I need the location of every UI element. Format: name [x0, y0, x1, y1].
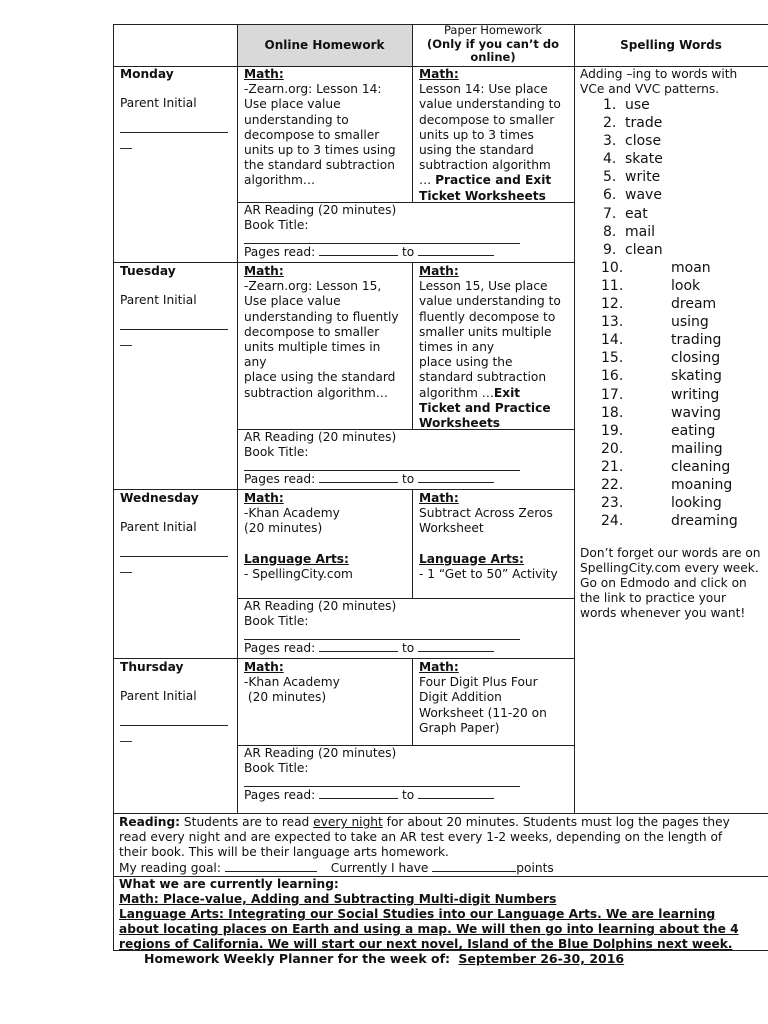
pages-to-blank[interactable]	[418, 787, 494, 799]
table-divider	[412, 658, 413, 745]
monday-online-homework	[244, 67, 410, 189]
spelling-word-item	[601, 150, 738, 168]
spelling-word: moaning	[671, 476, 733, 493]
ar-reading-label: AR Reading (20 minutes)	[244, 746, 397, 760]
homework-line: -Khan Academy	[244, 506, 340, 521]
current-points-label: Currently I have	[330, 861, 433, 876]
spelling-word: skate	[625, 151, 663, 168]
pages-from-blank[interactable]	[319, 471, 398, 483]
worksheet-text: Ticket Worksheets	[419, 188, 546, 203]
book-title-label: Book Title:	[244, 218, 309, 232]
spelling-word-item	[601, 277, 738, 295]
spelling-note-line: the link to practice your	[580, 591, 726, 605]
signature-dash: __	[120, 135, 132, 149]
homework-line: place using the standard	[244, 370, 396, 385]
spelling-intro-line: Adding –ing to words with	[580, 67, 738, 81]
table-divider	[237, 24, 238, 813]
table-divider	[412, 262, 413, 429]
homework-line: Use place value	[244, 294, 341, 309]
ar-reading-label: AR Reading (20 minutes)	[244, 203, 397, 217]
spelling-word: use	[625, 97, 650, 113]
points-label: points	[516, 861, 554, 876]
spelling-word-number: 21.	[601, 458, 624, 475]
spelling-word-number: 14.	[601, 332, 624, 349]
spelling-word-list	[601, 96, 738, 530]
spelling-word-number: 1.	[603, 97, 617, 113]
reading-text: for about 20 minutes. Students must log the pages they	[382, 815, 730, 829]
reading-emphasis: every night	[313, 815, 383, 829]
spelling-word: trade	[625, 115, 663, 132]
homework-line: decompose to smaller	[244, 324, 380, 339]
homework-line: Digit Addition	[419, 690, 502, 705]
spelling-word: writing	[671, 386, 720, 403]
pages-read-label: Pages read:	[244, 245, 316, 259]
pages-read-label: Pages read:	[244, 641, 316, 655]
spelling-word-number: 8.	[603, 223, 617, 240]
homework-line: - SpellingCity.com	[244, 566, 353, 581]
pages-to-blank[interactable]	[418, 640, 494, 652]
pages-read-row	[244, 471, 570, 487]
homework-line: Worksheet (11-20 on	[419, 705, 547, 720]
spelling-word: dreaming	[671, 513, 738, 530]
parent-initial-label: Parent Initial	[120, 293, 197, 307]
spelling-word-item	[601, 241, 738, 259]
planner-label: Homework Weekly Planner for the week of:	[144, 951, 451, 966]
monday-paper-homework	[419, 67, 574, 204]
pages-from-blank[interactable]	[319, 640, 398, 652]
homework-line: algorithm…	[244, 173, 316, 188]
planner-week: September 26-30, 2016	[458, 951, 625, 966]
homework-line: units up to 3 times using	[244, 143, 396, 158]
reading-goal-blank[interactable]	[225, 860, 317, 872]
spelling-word-item	[601, 168, 738, 186]
spelling-word: waving	[671, 404, 721, 421]
signature-dash: __	[120, 728, 132, 742]
to-label: to	[402, 472, 415, 486]
learning-math: Math: Place-value, Adding and Subtracting Multi-digit Numbers	[119, 892, 557, 907]
spelling-word: wave	[625, 187, 662, 204]
math-label: Math:	[244, 67, 284, 81]
spelling-word-number: 10.	[601, 259, 624, 276]
spelling-note	[580, 546, 761, 621]
spelling-word-number: 17.	[601, 386, 624, 403]
homework-line: understanding to	[244, 112, 349, 127]
spelling-note-line: SpellingCity.com every week.	[580, 561, 759, 575]
ellipsis: …	[419, 173, 436, 188]
wednesday-paper-homework	[419, 491, 574, 582]
homework-line: place using the	[419, 355, 513, 370]
signature-dash: __	[120, 559, 132, 573]
online-homework-header: Online Homework	[264, 38, 385, 52]
spelling-word-item	[601, 313, 738, 331]
spelling-word: look	[671, 277, 701, 294]
table-divider	[113, 262, 574, 263]
pages-read-row	[244, 640, 570, 656]
spelling-word-item	[601, 186, 738, 204]
math-label: Math:	[244, 491, 284, 505]
to-label: to	[402, 788, 415, 802]
day-cell-wednesday	[120, 491, 228, 575]
thursday-ar-reading	[244, 746, 570, 803]
paper-header-line: (Only if you can’t do	[427, 36, 559, 51]
spelling-word-number: 12.	[601, 296, 624, 313]
reading-section	[119, 815, 765, 876]
parent-initial-label: Parent Initial	[120, 689, 197, 703]
spelling-word-number: 3.	[603, 133, 617, 150]
parent-initial-line[interactable]	[120, 704, 228, 726]
homework-line: (20 minutes)	[244, 521, 323, 536]
day-cell-thursday	[120, 660, 228, 744]
spelling-word-number: 13.	[601, 314, 624, 331]
homework-line: value understanding to	[419, 294, 561, 309]
spelling-note-line: words whenever you want!	[580, 606, 746, 620]
homework-line: Graph Paper)	[419, 720, 500, 735]
paper-header-line: online)	[470, 50, 516, 64]
homework-line: understanding to fluently	[244, 309, 399, 324]
spelling-word-number: 22.	[601, 476, 624, 493]
ar-reading-label: AR Reading (20 minutes)	[244, 430, 397, 444]
math-label: Math:	[419, 264, 459, 278]
homework-line: the standard subtraction	[244, 158, 395, 173]
homework-line: standard subtraction	[419, 370, 547, 385]
spelling-word: clean	[625, 241, 663, 258]
worksheet-text: Exit	[493, 385, 521, 400]
paper-header-line: Paper Homework	[443, 23, 542, 37]
spelling-word-number: 2.	[603, 115, 617, 132]
spelling-word-number: 15.	[601, 350, 624, 367]
pages-read-label: Pages read:	[244, 472, 316, 486]
learning-language-arts: Language Arts: Integrating our Social Studies into our Language Arts. We are learning	[119, 907, 716, 922]
table-divider	[412, 489, 413, 598]
parent-initial-line[interactable]	[120, 111, 228, 133]
spelling-word-item	[601, 223, 738, 241]
spelling-word-item	[601, 205, 738, 223]
homework-line: Lesson 14: Use place	[419, 82, 548, 97]
learning-language-arts: regions of California. We will start our next novel, Island of the Blue Dolphins next week.	[119, 937, 733, 952]
spelling-word: dream	[671, 296, 717, 313]
homework-line: units up to 3 times	[419, 127, 534, 142]
spelling-word: eat	[625, 205, 648, 222]
book-title-line[interactable]	[244, 460, 520, 471]
table-divider	[113, 658, 574, 659]
tuesday-online-homework	[244, 264, 410, 401]
spelling-word: skating	[671, 368, 722, 385]
day-cell-monday	[120, 67, 228, 151]
learning-section	[119, 877, 765, 952]
spelling-word-item	[601, 259, 738, 277]
wednesday-online-homework	[244, 491, 410, 582]
spelling-word-item	[601, 331, 738, 349]
homework-text: algorithm …	[419, 385, 494, 400]
spelling-word-item	[601, 422, 738, 440]
spelling-word-number: 11.	[601, 277, 624, 294]
table-divider	[113, 489, 574, 490]
spelling-note-line: Go on Edmodo and click on	[580, 576, 747, 590]
learning-language-arts: about locating places on Earth and using a map. We will then go into learning about the 4	[119, 922, 739, 937]
book-title-label: Book Title:	[244, 614, 309, 628]
parent-initial-label: Parent Initial	[120, 520, 197, 534]
homework-line-mixed	[419, 386, 574, 401]
spelling-words-header: Spelling Words	[620, 38, 722, 52]
spelling-word-item	[601, 114, 738, 132]
math-label: Math:	[419, 67, 459, 81]
spelling-word-item	[601, 440, 738, 458]
spelling-word-number: 18.	[601, 404, 624, 421]
spelling-word: mail	[625, 223, 655, 240]
homework-line: times in any	[419, 340, 495, 355]
spelling-word: using	[671, 314, 709, 331]
spelling-word: looking	[671, 495, 722, 512]
spelling-word: write	[625, 169, 661, 186]
learning-title: What we are currently learning:	[119, 877, 339, 891]
planner-footer	[144, 951, 624, 966]
math-label: Math:	[419, 660, 459, 674]
worksheet-text: Practice and Exit	[435, 173, 552, 188]
homework-line: decompose to smaller	[244, 127, 380, 142]
spelling-word-number: 5.	[603, 169, 617, 186]
spelling-word-number: 23.	[601, 495, 624, 512]
homework-line: smaller units multiple	[419, 324, 552, 339]
language-arts-label: Language Arts:	[419, 551, 524, 566]
table-divider	[113, 813, 768, 814]
monday-ar-reading	[244, 203, 570, 260]
homework-line: Use place value	[244, 97, 341, 112]
homework-line: Four Digit Plus Four	[419, 675, 538, 690]
spelling-word-number: 9.	[603, 241, 617, 258]
reading-line: their book. This will be their language arts homework.	[119, 845, 449, 860]
math-label: Math:	[244, 264, 284, 278]
wednesday-ar-reading	[244, 599, 570, 656]
book-title-line[interactable]	[244, 629, 520, 640]
homework-line: Subtract Across Zeros	[419, 506, 553, 521]
parent-initial-line[interactable]	[120, 308, 228, 330]
math-label: Math:	[244, 660, 284, 674]
spelling-word-item	[601, 367, 738, 385]
pages-read-row	[244, 244, 570, 260]
homework-line: using the standard	[419, 143, 534, 158]
pages-to-blank[interactable]	[418, 471, 494, 483]
book-title-label: Book Title:	[244, 445, 309, 459]
spelling-word-item	[601, 494, 738, 512]
spelling-word: trading	[671, 332, 722, 349]
homework-line: -Khan Academy	[244, 675, 340, 690]
current-points-blank[interactable]	[432, 860, 516, 872]
pages-read-label: Pages read:	[244, 788, 316, 802]
table-divider	[574, 24, 575, 813]
tuesday-paper-homework	[419, 264, 574, 431]
homework-line: subtraction algorithm…	[244, 385, 388, 400]
book-title-label: Book Title:	[244, 761, 309, 775]
parent-initial-line[interactable]	[120, 535, 228, 557]
spelling-word-number: 19.	[601, 422, 624, 439]
day-cell-tuesday	[120, 264, 228, 348]
spelling-word: moan	[671, 259, 711, 276]
homework-line: - 1 “Get to 50” Activity	[419, 566, 558, 581]
spelling-word-item	[601, 132, 738, 150]
thursday-paper-homework	[419, 660, 574, 736]
signature-dash: __	[120, 332, 132, 346]
reading-goal-label: My reading goal:	[119, 861, 225, 876]
table-border-left	[113, 24, 114, 950]
spelling-word-number: 20.	[601, 440, 624, 457]
book-title-line[interactable]	[244, 776, 520, 787]
day-name: Tuesday	[120, 264, 176, 278]
homework-line: subtraction algorithm	[419, 158, 551, 173]
homework-line: value understanding to	[419, 97, 561, 112]
pages-from-blank[interactable]	[319, 787, 398, 799]
book-title-line[interactable]	[244, 233, 520, 244]
spelling-word-item	[601, 404, 738, 422]
paper-homework-header	[412, 24, 574, 65]
spelling-note-line: Don’t forget our words are on	[580, 546, 761, 560]
spelling-word: closing	[671, 350, 721, 367]
homework-line: fluently decompose to	[419, 309, 556, 324]
spelling-word: cleaning	[671, 458, 731, 475]
math-label: Math:	[419, 491, 459, 505]
day-name: Wednesday	[120, 491, 199, 505]
spelling-word-item	[601, 295, 738, 313]
spelling-intro-line: VCe and VVC patterns.	[580, 82, 720, 96]
reading-line	[119, 815, 765, 830]
spelling-word: close	[625, 133, 662, 150]
reading-line: read every night and are expected to take an AR test every 1-2 weeks, depending on the length of	[119, 830, 723, 845]
worksheet-text: Worksheets	[419, 416, 501, 431]
homework-line: Worksheet	[419, 521, 484, 536]
homework-line: (20 minutes)	[244, 690, 327, 705]
ar-reading-label: AR Reading (20 minutes)	[244, 599, 397, 613]
tuesday-ar-reading	[244, 430, 570, 487]
spelling-word-item	[601, 476, 738, 494]
spelling-word-item	[601, 512, 738, 530]
homework-line: -Zearn.org: Lesson 15,	[244, 279, 382, 294]
day-name: Thursday	[120, 660, 184, 674]
spelling-word: mailing	[671, 440, 723, 457]
homework-line-bold	[419, 173, 574, 188]
spelling-word: eating	[671, 422, 716, 439]
homework-line: Lesson 15, Use place	[419, 279, 548, 294]
pages-to-blank[interactable]	[418, 244, 494, 256]
spelling-intro	[580, 67, 737, 97]
homework-line: any	[244, 355, 267, 370]
pages-read-row	[244, 787, 570, 803]
reading-label: Reading:	[119, 815, 181, 829]
spelling-word-item	[601, 349, 738, 367]
homework-line: units multiple times in	[244, 340, 381, 355]
worksheet-text: Ticket and Practice	[419, 400, 551, 415]
spelling-word-item	[601, 96, 738, 114]
homework-line: decompose to smaller	[419, 112, 555, 127]
spelling-word-number: 7.	[603, 205, 617, 222]
spelling-word-item	[601, 386, 738, 404]
reading-goal-row	[119, 860, 765, 876]
homework-line: -Zearn.org: Lesson 14:	[244, 82, 382, 97]
spelling-word-number: 6.	[603, 187, 617, 204]
parent-initial-label: Parent Initial	[120, 96, 197, 110]
to-label: to	[402, 641, 415, 655]
spelling-word-number: 16.	[601, 368, 624, 385]
language-arts-label: Language Arts:	[244, 551, 349, 566]
reading-text: Students are to read	[180, 815, 314, 829]
spelling-word-number: 4.	[603, 151, 617, 168]
to-label: to	[402, 245, 415, 259]
thursday-online-homework	[244, 660, 410, 706]
day-name: Monday	[120, 67, 174, 81]
pages-from-blank[interactable]	[319, 244, 398, 256]
spelling-word-item	[601, 458, 738, 476]
spelling-word-number: 24.	[601, 513, 624, 530]
